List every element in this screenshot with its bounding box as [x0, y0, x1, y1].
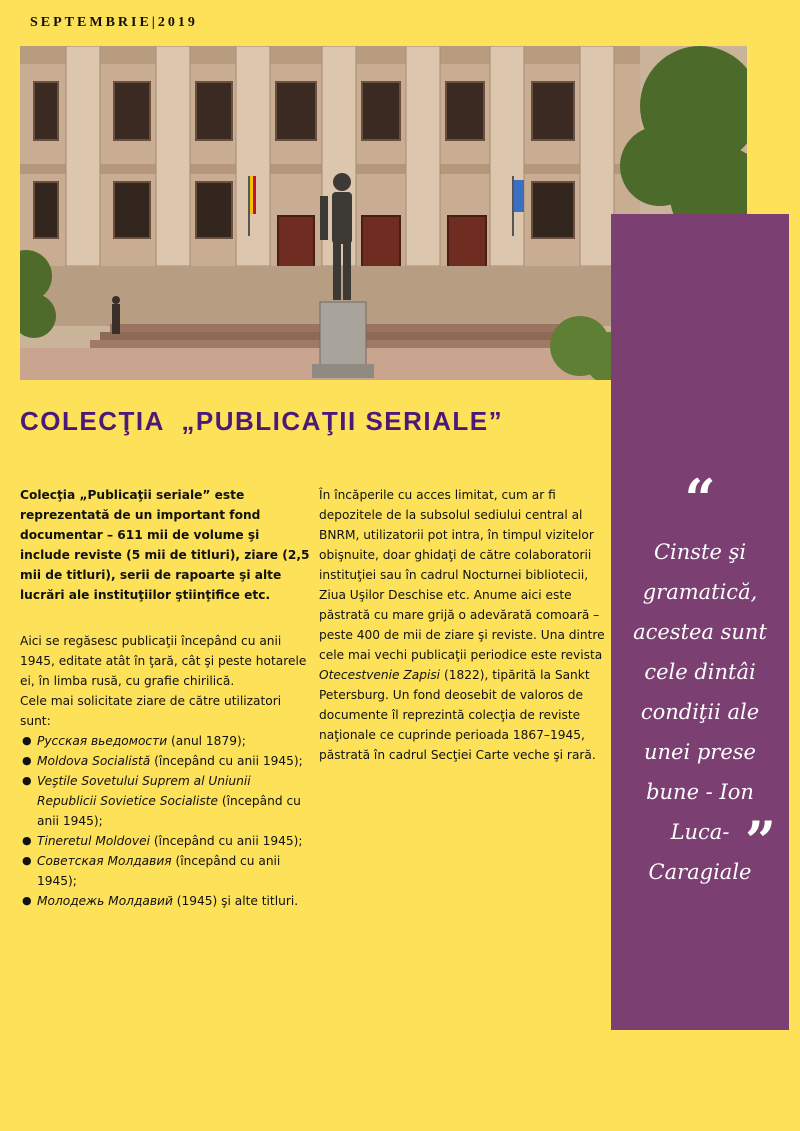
close-quote-mark: ” [745, 809, 777, 873]
right-column [319, 485, 609, 765]
intro-paragraph: Colecţia „Publicaţii seriale” este reprezentată de un important fond documentar – 611 mii de volume şi include reviste (5 mii de titluri), ziare (2,5 mii de titluri), serii de rapoarte şi alte lucrări ale instituţiilor ştiinţifice etc. [20, 488, 310, 602]
list-item: ● Советская Молдавия (începând cu anii 1945); [20, 851, 310, 891]
bullet-icon: ● [22, 854, 32, 867]
list-item: ● Moldova Socialistă (începând cu anii 1945); [20, 751, 310, 771]
right-paragraph: În încăperile cu acces limitat, cum ar fi depozitele de la subsolul sediului central al BNRM, utilizatorii pot intra, în timpul vizitelor obişnuite, doar ghidaţi de către colaboratorii instituţiei sau în cadrul Nocturnei bibliotecii, Ziua Uşilor Deschise etc. Anume aici este păstrată cu mare grijă o adevărată comoară – peste 400 de mii de ziare şi reviste. Una dintre cele mai vechi publicaţii periodice este revista Otecestvenie Zapisi (1822), tipărită la Sankt Petersburg. Un fond deosebit de valoros de documente îl reprezintă colecţia de reviste naţionale ce cuprinde perioada 1867–1945, păstrată în cadrul Secţiei Carte veche şi rară. [319, 488, 605, 762]
list-item: ● Tineretul Moldovei (începând cu anii 1945); [20, 831, 310, 851]
list-item: ● Молодежь Молдавий (1945) şi alte titluri. [20, 891, 310, 911]
list-item: ● Veştile Sovetului Suprem al Uniunii Republicii Sovietice Socialiste (începând cu anii 1945); [20, 771, 310, 831]
bullet-icon: ● [22, 834, 32, 847]
quote-panel [611, 214, 789, 1030]
left-column [20, 485, 310, 911]
body-paragraph: Aici se regăsesc publicaţii începând cu anii 1945, editate atât în ţară, cât şi peste hotarele ei, în limba rusă, cu grafie chirilică. [20, 634, 307, 688]
list-intro: Cele mai solicitate ziare de către utilizatori sunt: [20, 694, 282, 728]
journal-title: Otecestvenie Zapisi [319, 668, 441, 682]
article-title: COLECŢIA „PUBLICAŢII SERIALE” [20, 406, 504, 436]
open-quote-mark: “ [684, 467, 716, 531]
bullet-icon: ● [22, 894, 32, 907]
quote-text: Cinste şi gramatică, acestea sunt cele dintâi condiţii ale unei prese bune - Ion Luca-Caragiale [633, 540, 767, 884]
bullet-icon: ● [22, 774, 32, 787]
issue-date: SEPTEMBRIE|2019 [30, 15, 198, 30]
bullet-icon: ● [22, 754, 32, 767]
bullet-icon: ● [22, 734, 32, 747]
list-item: ● Русская вьедомости (anul 1879); [20, 731, 310, 751]
newspaper-list [20, 731, 310, 911]
